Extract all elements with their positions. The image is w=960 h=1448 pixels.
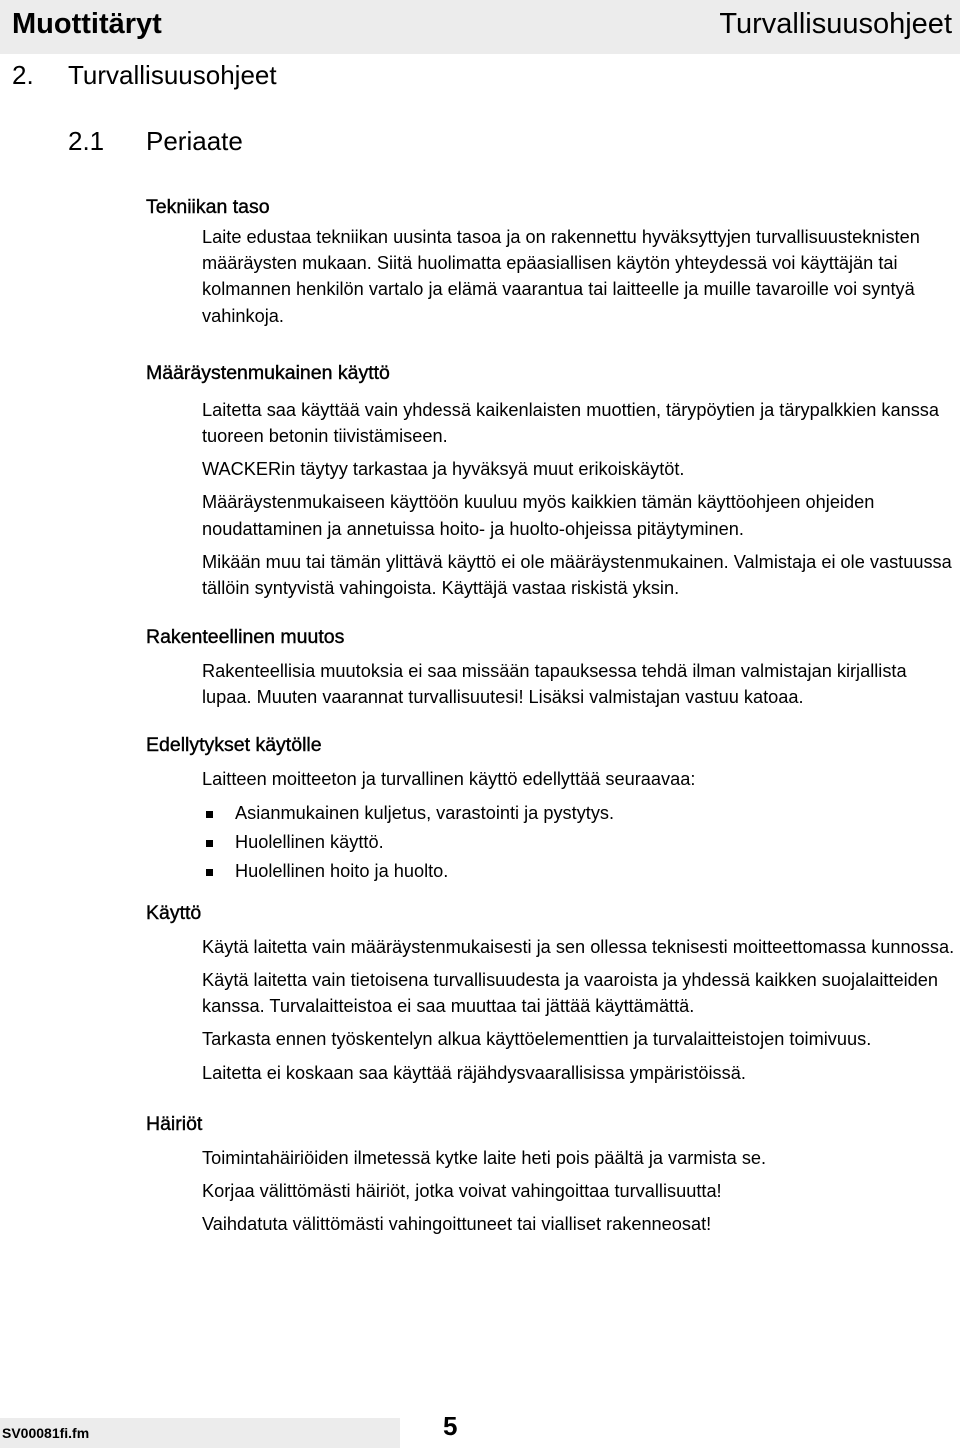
subheading-maaraystenmukainen-kaytto: Määräystenmukainen käyttö	[146, 361, 390, 384]
bullet-square-icon	[206, 840, 213, 847]
block-kaytto	[202, 934, 958, 1086]
subheading-kaytto: Käyttö	[146, 901, 202, 924]
chapter-title: Turvallisuusohjeet	[68, 60, 277, 90]
paragraph: Laite edustaa tekniikan uusinta tasoa ja on rakennettu hyväksyttyjen turvallisuusteknisten määräysten mukaan. Siitä huolimatta epäasiallisen käytön yhteydessä voi käyttäjän tai kolmannen henkilön vartalo ja elämä vaarantua tai laitteelle ja muille tavaroille voi syntyä vahinkoja.	[202, 227, 920, 326]
list-item: Asianmukainen kuljetus, varastointi ja pystytys.	[202, 799, 958, 828]
section-heading	[68, 126, 243, 157]
block-hairiot	[202, 1145, 958, 1238]
chapter-number: 2.	[12, 60, 34, 90]
block-rakenteellinen-muutos	[202, 658, 958, 710]
product-title: Muottitäryt	[12, 8, 162, 40]
block-edellytykset-kaytolle	[202, 766, 958, 886]
block-maaraystenmukainen-kaytto	[202, 397, 958, 601]
bullet-square-icon	[206, 811, 213, 818]
paragraph: Tarkasta ennen työskentelyn alkua käyttöelementtien ja turvalaitteistojen toimivuus.	[202, 1029, 872, 1050]
paragraph: Rakenteellisia muutoksia ei saa missään tapauksessa tehdä ilman valmistajan kirjallista lupaa. Muuten vaarannat turvallisuutesi! Lisäksi valmistajan vastuu katoaa.	[202, 661, 907, 708]
page-number: 5	[443, 1411, 458, 1441]
subheading-tekniikan-taso: Tekniikan taso	[146, 196, 270, 218]
paragraph: WACKERin täytyy tarkastaa ja hyväksyä muut erikoiskäytöt.	[202, 459, 685, 480]
paragraph: Käytä laitetta vain määräystenmukaisesti ja sen ollessa teknisesti moitteettomassa kunnossa.	[202, 936, 955, 957]
subheading-hairiot: Häiriöt	[146, 1112, 203, 1135]
chapter-heading	[12, 60, 277, 91]
chapter-running-title: Turvallisuusohjeet	[719, 8, 952, 40]
bullet-square-icon	[206, 869, 213, 876]
paragraph: Laitteen moitteeton ja turvallinen käyttö edellyttää seuraavaa:	[202, 768, 696, 789]
subheading-edellytykset-kaytolle: Edellytykset käytölle	[146, 733, 322, 756]
content	[146, 192, 958, 1244]
section-number: 2.1	[68, 126, 105, 156]
paragraph: Vaihdatuta välittömästi vahingoittuneet tai vialliset rakenneosat!	[202, 1214, 712, 1235]
paragraph: Korjaa välittömästi häiriöt, jotka voivat vahingoittaa turvallisuutta!	[202, 1181, 722, 1202]
paragraph: Määräystenmukaiseen käyttöön kuuluu myös kaikkien tämän käyttöohjeen ohjeiden noudattaminen ja annetuissa hoito- ja huolto-ohjeissa pitäytyminen.	[202, 492, 875, 539]
paragraph: Laitetta saa käyttää vain yhdessä kaikenlaisten muottien, tärypöytien ja tärypalkkien kanssa tuoreen betonin tiivistämiseen.	[202, 399, 940, 447]
list-item: Huolellinen hoito ja huolto.	[202, 857, 958, 886]
requirements-list	[202, 799, 958, 886]
paragraph: Toimintahäiriöiden ilmetessä kytke laite heti pois päältä ja varmista se.	[202, 1147, 767, 1168]
paragraph: Laitetta ei koskaan saa käyttää räjähdysvaarallisissa ympäristöissä.	[202, 1062, 746, 1083]
paragraph: Mikään muu tai tämän ylittävä käyttö ei ole määräystenmukainen. Valmistaja ei ole vastuussa tällöin syntyvistä vahingoista. Käyttäjä vastaa riskistä yksin.	[202, 551, 952, 599]
paragraph: Käytä laitetta vain tietoisena turvallisuudesta ja vaaroista ja yhdessä kaikken suojalaitteiden kanssa. Turvalaitteistoa ei saa muuttaa tai jättää käyttämättä.	[202, 970, 939, 1017]
block-tekniikan-taso	[202, 224, 958, 329]
section-title: Periaate	[146, 126, 243, 156]
footer-filename: SV00081fi.fm	[2, 1425, 90, 1441]
list-item: Huolellinen käyttö.	[202, 828, 958, 857]
subheading-rakenteellinen-muutos: Rakenteellinen muutos	[146, 626, 345, 649]
